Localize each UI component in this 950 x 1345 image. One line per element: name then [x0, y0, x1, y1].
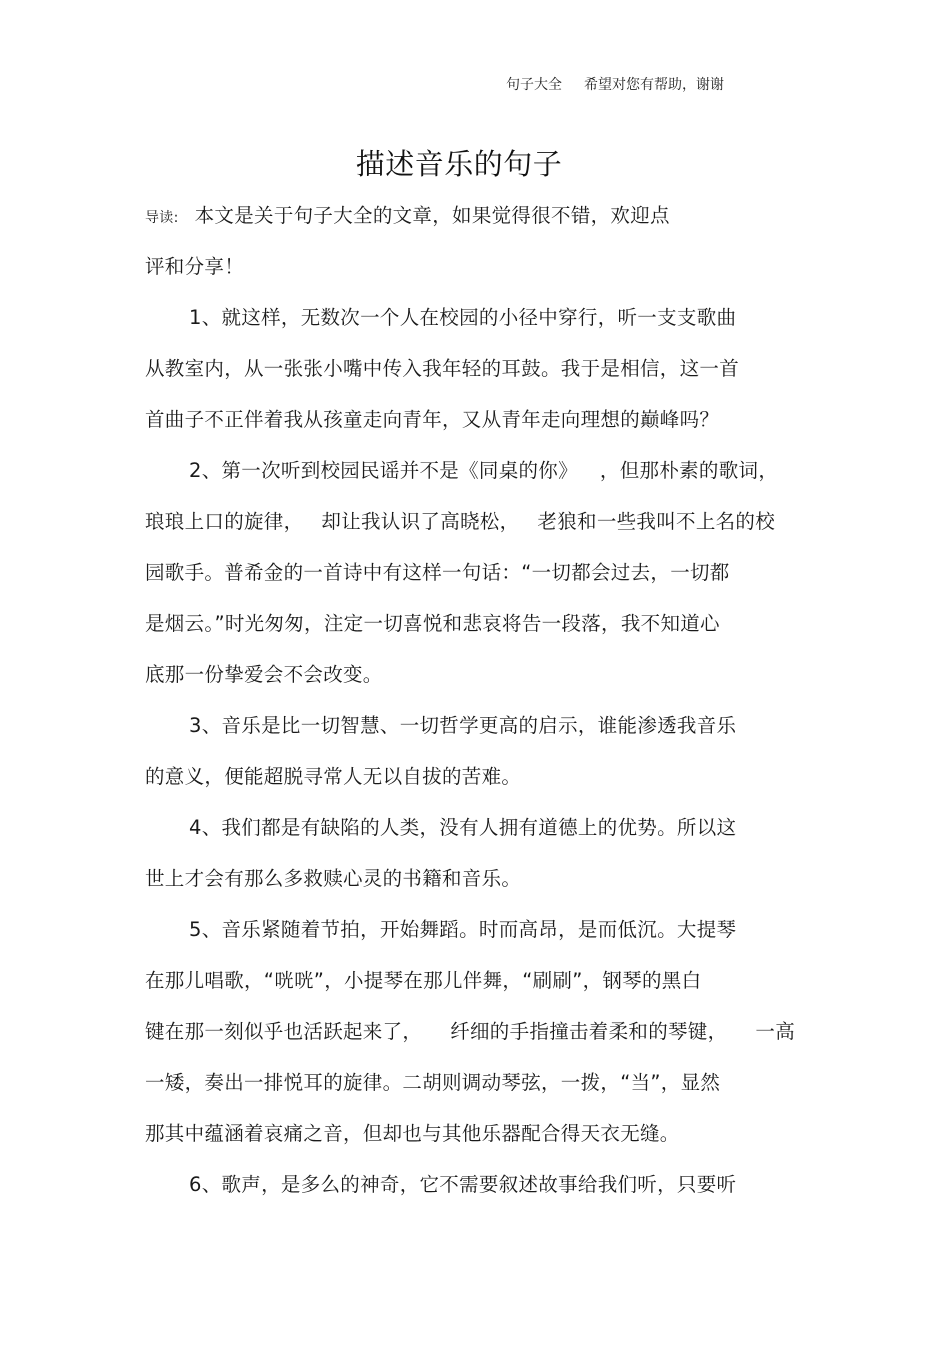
paragraph-5-line-3b: 纤细的手指撞击着柔和的琴键，	[450, 1020, 728, 1043]
paragraph-6-line-1: 6、歌声，是多么的神奇，它不需要叙述故事给我们听，只要听	[189, 1173, 737, 1196]
paragraph-2-line-4: 是烟云。”时光匆匆，注定一切喜悦和悲哀将告一段落，我不知道心	[145, 612, 720, 635]
paragraph-1-line-1: 1、就这样，无数次一个人在校园的小径中穿行，听一支支歌曲	[189, 306, 737, 329]
paragraph-5-line-3	[145, 1016, 813, 1067]
paragraph-2-line-1	[145, 455, 813, 506]
header-left-text: 句子大全	[506, 77, 562, 93]
paragraph-2-line-3: 园歌手。普希金的一首诗中有这样一句话：“一切都会过去，一切都	[145, 561, 730, 584]
paragraph-2-line-2	[145, 506, 813, 557]
paragraph-1-line-2: 从教室内，从一张张小嘴中传入我年轻的耳鼓。我于是相信，这一首	[145, 357, 740, 380]
paragraph-4-line-1: 4、我们都是有缺陷的人类，没有人拥有道德上的优势。所以这	[189, 816, 737, 839]
paragraph-5-line-3c: 一高	[755, 1020, 796, 1043]
page-title: 描述音乐的句子	[355, 147, 563, 181]
paragraph-2-line-2b: 却让我认识了高晓松，	[321, 510, 520, 533]
paragraph-5-line-4: 一矮，奏出一排悦耳的旋律。二胡则调动琴弦，一拨，“当”，显然	[145, 1071, 721, 1094]
paragraph-2-line-1a: 2、第一次听到校园民谣并不是《同桌的你》	[189, 459, 578, 482]
page-header	[506, 74, 724, 94]
paragraph-4-line-2: 世上才会有那么多救赎心灵的书籍和音乐。	[145, 867, 522, 890]
paragraph-5-line-1: 5、音乐紧随着节拍，开始舞蹈。时而高昂，是而低沉。大提琴	[189, 918, 737, 941]
intro-label: 导读:	[145, 210, 179, 226]
paragraph-5-line-2: 在那儿唱歌，“咣咣”，小提琴在那儿伴舞，“刷刷”，钢琴的黑白	[145, 969, 702, 992]
paragraph-5-line-5: 那其中蕴涵着哀痛之音，但却也与其他乐器配合得天衣无缝。	[145, 1122, 680, 1145]
paragraph-5-line-3a: 键在那一刻似乎也活跃起来了，	[145, 1020, 423, 1043]
paragraph-2-line-1b: ，但那朴素的歌词，	[599, 459, 779, 482]
paragraph-2-line-2a: 琅琅上口的旋律，	[145, 510, 304, 533]
intro-line-2: 评和分享！	[145, 255, 245, 278]
article-body	[145, 200, 813, 1220]
paragraph-3-line-1: 3、音乐是比一切智慧、一切哲学更高的启示，谁能渗透我音乐	[189, 714, 737, 737]
paragraph-2-line-2c: 老狼和一些我叫不上名的校	[537, 510, 776, 533]
intro-text-1: 本文是关于句子大全的文章，如果觉得很不错，欢迎点	[194, 204, 670, 227]
paragraph-2-line-5: 底那一份挚爱会不会改变。	[145, 663, 383, 686]
paragraph-1-line-3: 首曲子不正伴着我从孩童走向青年，又从青年走向理想的巅峰吗？	[145, 408, 720, 431]
header-right-text: 希望对您有帮助，谢谢	[584, 77, 724, 93]
intro-line-1	[145, 200, 813, 251]
paragraph-3-line-2: 的意义，便能超脱寻常人无以自拔的苦难。	[145, 765, 522, 788]
